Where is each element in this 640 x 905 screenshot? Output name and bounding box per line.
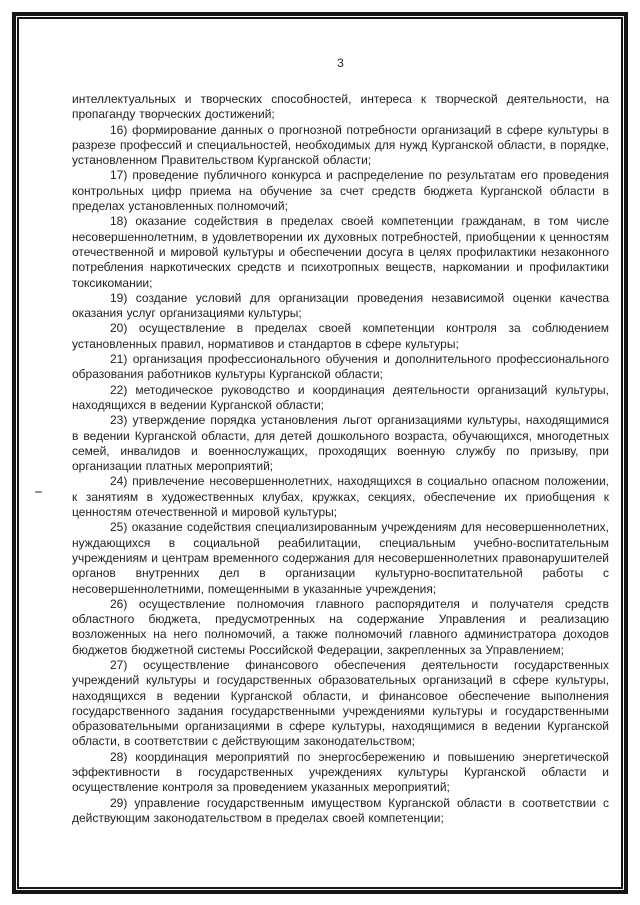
paragraph: 21) организация профессионального обучения и дополнительного профессионального образования работников культуры Курганской области; bbox=[72, 352, 609, 382]
document-body bbox=[72, 92, 609, 826]
paragraph: 16) формирование данных о прогнозной потребности организаций в сфере культуры в разрезе профессий и специальностей, необходимых для нужд Курганской области, в порядке, установленном Правительством Курганской области; bbox=[72, 122, 609, 168]
paragraph: 22) методическое руководство и координация деятельности организаций культуры, находящихся в ведении Курганской области; bbox=[72, 382, 609, 412]
paragraph: 18) оказание содействия в пределах своей компетенции гражданам, в том числе несовершеннолетним, в удовлетворении их духовных потребностей, приобщении к ценностям отечественной и мировой культуры и обеспечении досуга в целях профилактики незаконного потребления наркотических средств и психотропных веществ, наркомании и профилактики токсикомании; bbox=[72, 214, 609, 290]
paragraph: 23) утверждение порядка установления льгот организациями культуры, находящимися в ведении Курганской области, для детей дошкольного возраста, обучающихся, многодетных семей, инвалидов и военнослужащих, проходящих военную службу по призыву, при организации платных мероприятий; bbox=[72, 413, 609, 474]
paragraph: 28) координация мероприятий по энергосбережению и повышению энергетической эффективности в государственных учреждениях культуры Курганской области и осуществление контроля за проведением указанных мероприятий; bbox=[72, 749, 609, 795]
paragraph: 17) проведение публичного конкурса и распределение по результатам его проведения контрольных цифр приема на обучение за счет средств бюджета Курганской области в пределах установленных полномочий; bbox=[72, 168, 609, 214]
page-content bbox=[72, 56, 609, 826]
paragraph: интеллектуальных и творческих способностей, интереса к творческой деятельности, на пропаганду творческих достижений; bbox=[72, 92, 609, 122]
page-number: 3 bbox=[337, 56, 344, 70]
paragraph: 24) привлечение несовершеннолетних, находящихся в социально опасном положении, к занятиям в художественных клубах, кружках, секциях, обеспечение их приобщения к ценностям отечественной и мировой культуры; bbox=[72, 474, 609, 520]
paragraph: 26) осуществление полномочия главного распорядителя и получателя средств областного бюджета, предусмотренных на содержание Управления и реализацию возложенных на него полномочий, а также полномочий главного администратора доходов бюджетов бюджетной системы Российской Федерации, закрепленных за Управлением; bbox=[72, 596, 609, 657]
paragraph: 20) осуществление в пределах своей компетенции контроля за соблюдением установленных правил, нормативов и стандартов в сфере культуры; bbox=[72, 321, 609, 351]
paragraph: 25) оказание содействия специализированным учреждениям для несовершеннолетних, нуждающихся в социальной реабилитации, специальным учебно-воспитательным учреждениям и центрам временного содержания для несовершеннолетних правонарушителей органов внутренних дел в организации культурно-воспитательной работы с несовершеннолетними, помещенными в указанные учреждения; bbox=[72, 520, 609, 596]
paragraph: 19) создание условий для организации проведения независимой оценки качества оказания услуг организациями культуры; bbox=[72, 290, 609, 321]
paragraph: 27) осуществление финансового обеспечения деятельности государственных учреждений культуры и государственных образовательных организаций в сфере культуры, находящихся в ведении Курганской области, и финансовое обеспечение выполнения государственного задания государственными учреждениями культуры и государственными образовательными организациями в сфере культуры, находящимися в ведении Курганской области, в соответствии с действующим законодательством; bbox=[72, 657, 609, 749]
paragraph: 29) управление государственным имуществом Курганской области в соответствии с действующим законодательством в пределах своей компетенции; bbox=[72, 795, 609, 825]
scan-artifact bbox=[35, 491, 42, 493]
